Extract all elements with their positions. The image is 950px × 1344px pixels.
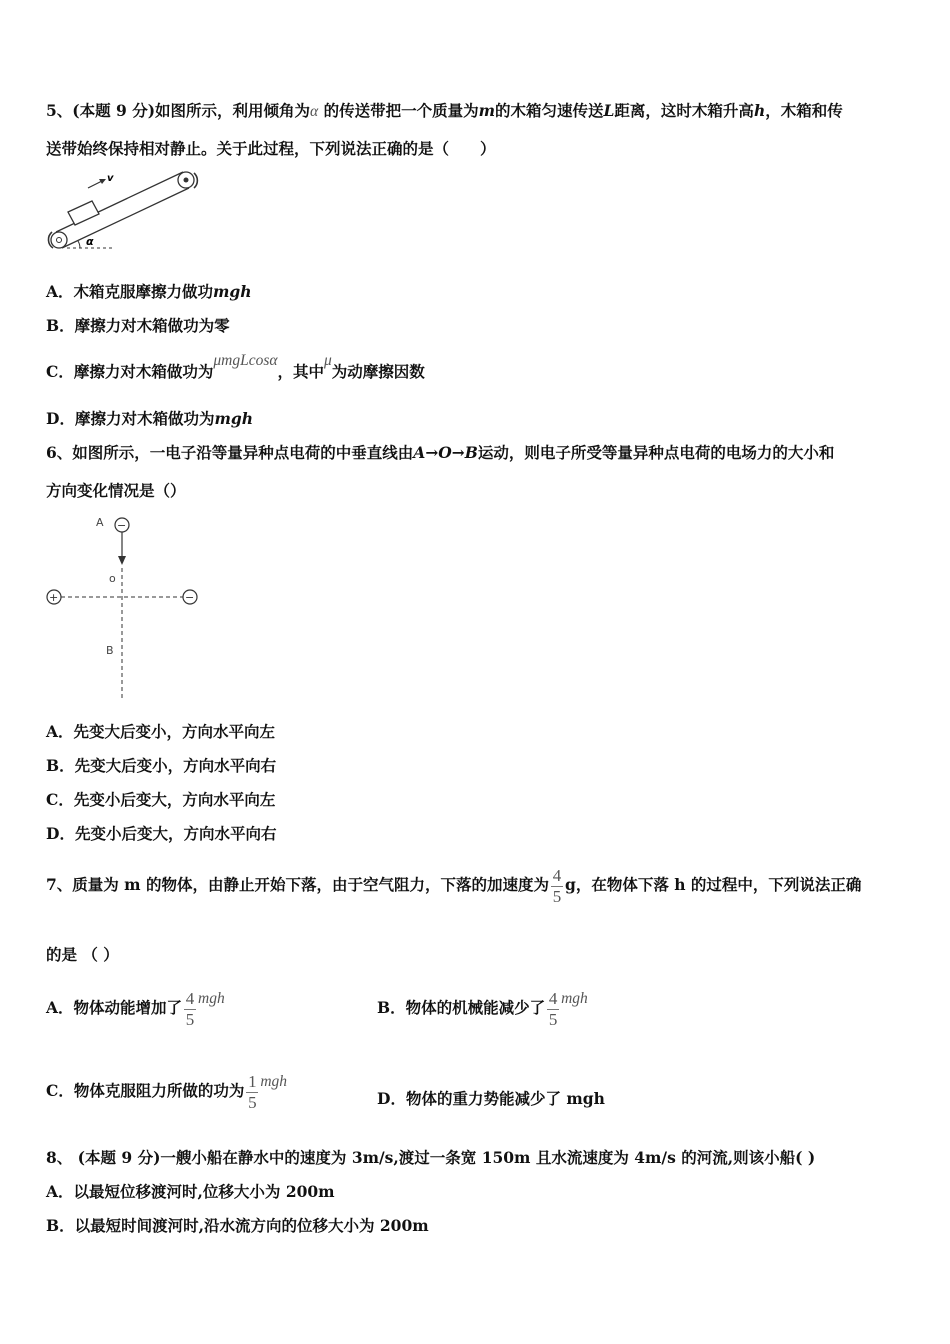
angle-label: α [86,235,94,248]
charges-figure [40,510,210,700]
point-a-label: A [96,516,104,529]
point-b-label: B [106,644,114,657]
fraction-four-fifths: $\frac{4}{5}$ [552,865,562,906]
motion-arrow [118,556,126,565]
q5-option-a: A．木箱克服摩擦力做功mgh [46,282,252,301]
q6-stem-line2: 方向变化情况是（） [46,481,186,500]
q6-option-c: C．先变小后变大，方向水平向左 [46,790,276,809]
q6-stem-line1: 6、如图所示，一电子沿等量异种点电荷的中垂直线由A→O→B运动，则电子所受等量异种点电荷的电场力的大小和 [46,443,835,462]
q5-stem-line1: 5、(本题 9 分)如图所示，利用倾角为α 的传送带把一个质量为m的木箱匀速传送L距离，这时木箱升高h，木箱和传 [46,101,843,120]
q8-option-a: A．以最短位移渡河时,位移大小为 200m [46,1182,335,1201]
q5-option-b: B．摩擦力对木箱做功为零 [46,316,230,335]
q7-stem-line1: 7、质量为 m 的物体，由静止开始下落，由于空气阻力，下落的加速度为 $\frac{4}{5}$ g，在物体下落 h 的过程中，下列说法正确 [46,865,862,906]
q8-stem: 8、 (本题 9 分)一艘小船在静水中的速度为 3m/s,渡过一条宽 150m 且水流速度为 4m/s 的河流,则该小船( ) [46,1148,816,1167]
q5-option-d: D．摩擦力对木箱做功为mgh [46,409,253,428]
wooden-box [68,201,99,225]
q7-stem-line2: 的是 （ ） [46,945,119,964]
q6-option-b: B．先变大后变小，方向水平向右 [46,756,277,775]
q7-option-b: B．物体的机械能减少了 $\frac{4}{5}$ mgh [377,988,588,1029]
q7-option-c: C．物体克服阻力所做的功为 $\frac{1}{5}$ mgh [46,1071,288,1112]
conveyor-belt-figure [44,168,214,254]
svg-text:−: − [185,591,195,604]
q7-option-d: D．物体的重力势能减少了 mgh [377,1089,605,1108]
velocity-label: v [107,173,114,184]
svg-text:−: − [117,519,127,532]
point-o-label: o [109,572,116,585]
q8-option-b: B．以最短时间渡河时,沿水流方向的位移大小为 200m [46,1216,429,1235]
q6-option-a: A．先变大后变小，方向水平向左 [46,722,276,741]
svg-text:+: + [49,591,59,604]
q5-stem-line2: 送带始终保持相对静止。关于此过程，下列说法正确的是（ ） [46,139,496,158]
q6-option-d: D．先变小后变大，方向水平向右 [46,824,277,843]
lower-pulley [51,232,67,248]
q5-option-c: C．摩擦力对木箱做功为μmgLcosα，其中μ为动摩擦因数 [46,352,425,381]
q7-option-a: A．物体动能增加了 $\frac{4}{5}$ mgh [46,988,225,1029]
